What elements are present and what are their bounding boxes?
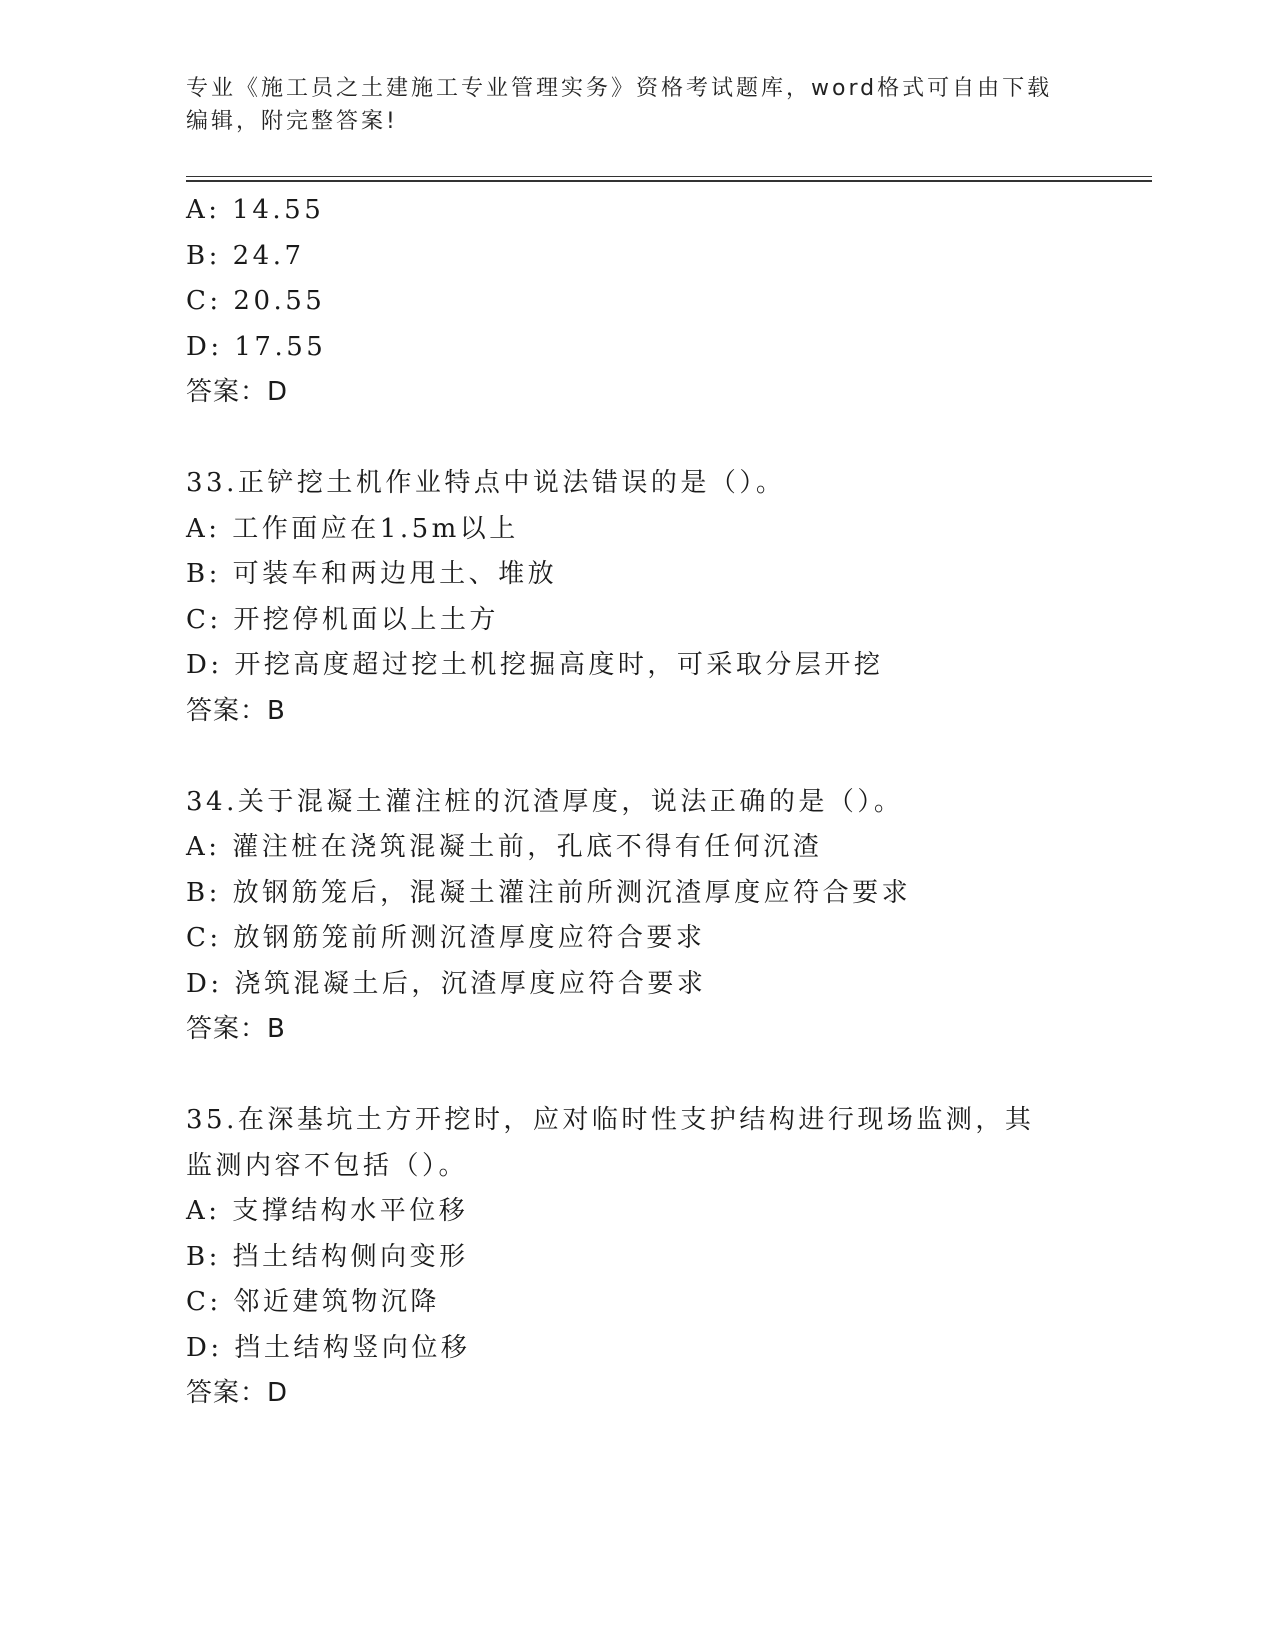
option-c: C: 放钢筋笼前所测沉渣厚度应符合要求 [186, 923, 706, 953]
question-block-35 [186, 1098, 1086, 1417]
option-b: B: 放钢筋笼后，混凝土灌注前所测沉渣厚度应符合要求 [186, 877, 912, 908]
spacer [186, 416, 1086, 462]
document-header: 专业《施工员之土建施工专业管理实务》资格考试题库，word格式可自由下载编辑，附完整答案! [186, 76, 1053, 134]
option-d: D: 开挖高度超过挖土机挖掘高度时，可采取分层开挖 [186, 650, 884, 680]
question-block-33 [186, 461, 1086, 734]
question-block-34 [186, 780, 1086, 1053]
header-rule-thick [186, 180, 1152, 182]
option-b: B: 挡土结构侧向变形 [186, 1241, 469, 1272]
answer-line: 答案：B [186, 1014, 286, 1044]
question-block-32 [186, 188, 1086, 416]
option-a: A: 工作面应在1.5m以上 [186, 513, 519, 544]
answer-line: 答案：D [186, 1378, 289, 1408]
option-b: B: 可装车和两边甩土、堆放 [186, 559, 558, 589]
answer-line: 答案：B [186, 695, 286, 726]
question-stem: 35.在深基坑土方开挖时，应对临时性支护结构进行现场监测，其监测内容不包括（）。 [186, 1105, 1035, 1181]
option-a: A: 支撑结构水平位移 [186, 1196, 469, 1226]
answer-line: 答案：D [186, 377, 289, 407]
option-a: A: 14.55 [186, 195, 325, 225]
question-stem: 33.正铲挖土机作业特点中说法错误的是（）。 [186, 468, 786, 498]
option-c: C: 邻近建筑物沉降 [186, 1287, 440, 1317]
question-list [186, 188, 1086, 1417]
option-d: D: 17.55 [186, 331, 327, 362]
option-b: B: 24.7 [186, 240, 305, 271]
option-d: D: 浇筑混凝土后，沉渣厚度应符合要求 [186, 968, 707, 999]
spacer [186, 734, 1086, 780]
question-stem: 34.关于混凝土灌注桩的沉渣厚度，说法正确的是（）。 [186, 786, 904, 817]
spacer [186, 1053, 1086, 1099]
header-rule-thin [186, 176, 1152, 177]
option-c: C: 20.55 [186, 286, 326, 316]
option-c: C: 开挖停机面以上土方 [186, 604, 499, 635]
option-a: A: 灌注桩在浇筑混凝土前，孔底不得有任何沉渣 [186, 832, 823, 862]
option-d: D: 挡土结构竖向位移 [186, 1332, 471, 1363]
